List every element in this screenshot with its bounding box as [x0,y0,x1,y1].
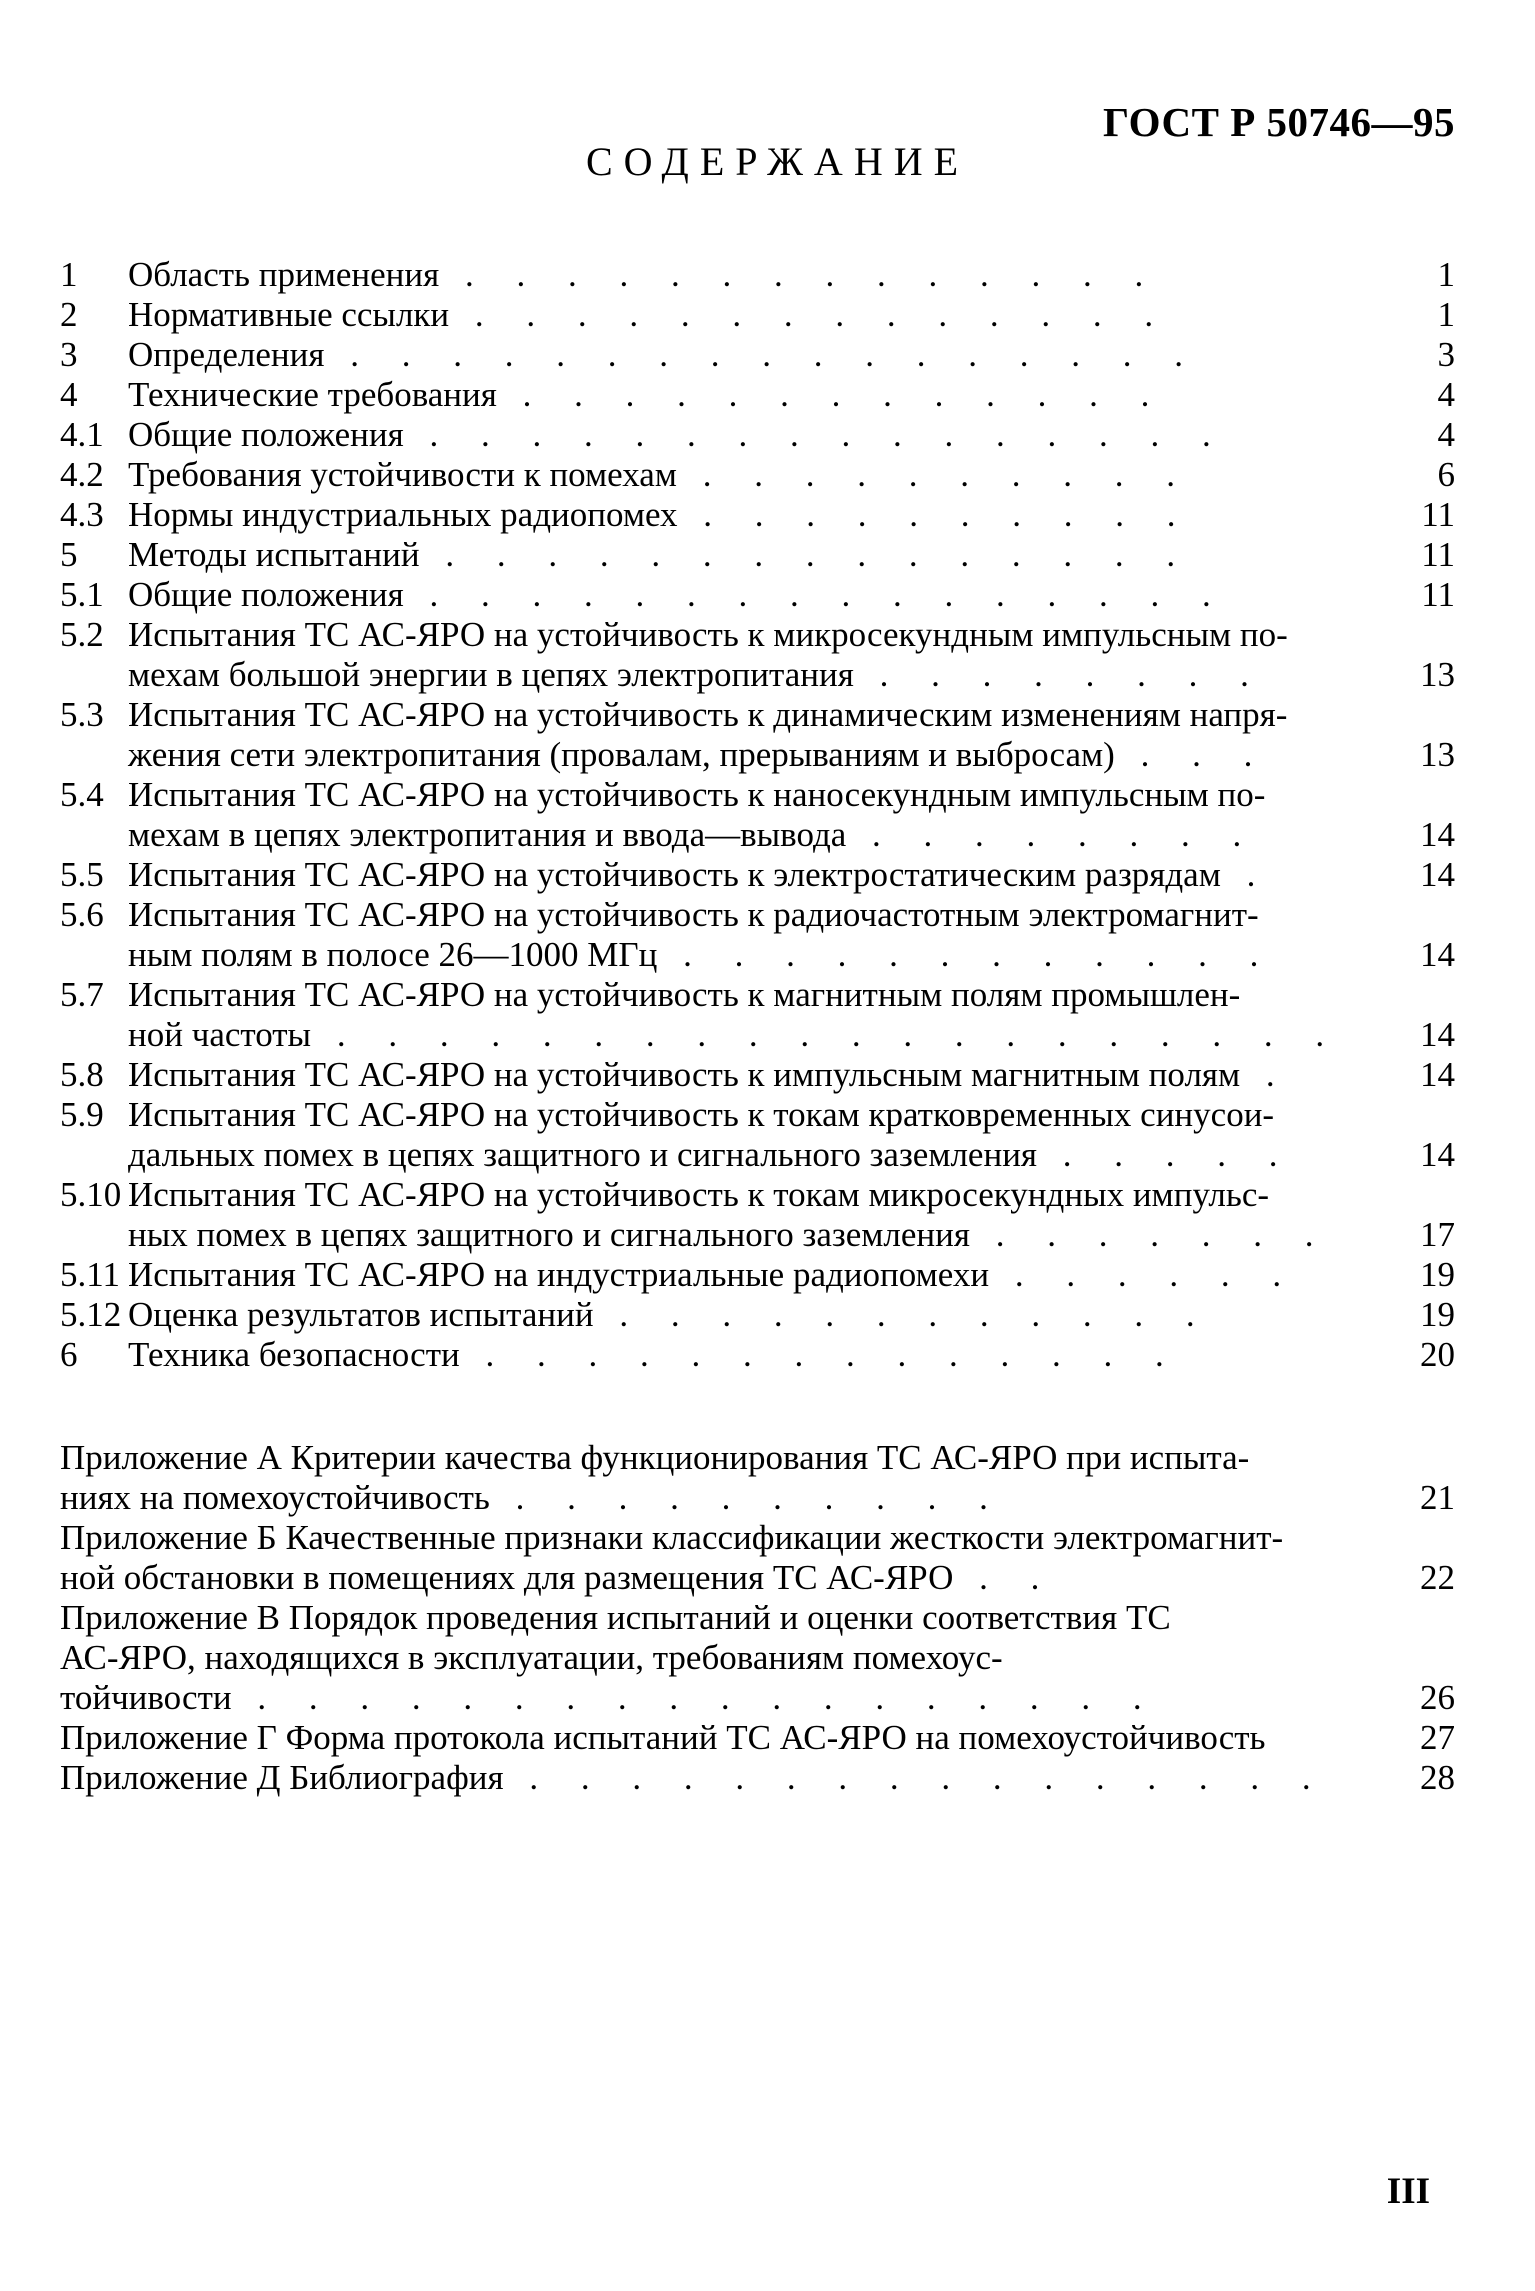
entry-title-line: Приложение Д Библиография . . . . . . . . . . . . . . . . [60,1758,1328,1797]
toc-entry [60,575,1455,615]
leader-dots: . . . . . . . . . . . . . . [439,255,1161,294]
entry-title-line: Испытания ТС АС-ЯРО на устойчивость к микросекундным импульсным по- [128,615,1288,654]
entry-page-number: 19 [1420,1295,1455,1334]
entry-title [128,415,1360,455]
toc-entry [60,1335,1455,1375]
leader-dots: . . . . . . . . . . . . [593,1295,1212,1334]
entry-title [128,335,1360,375]
entry-page-number: 14 [1420,1015,1455,1054]
entry-title [128,295,1360,335]
leader-dots: . . . [1114,735,1270,774]
entry-title-line: Приложение А Критерии качества функционирования ТС АС-ЯРО при испыта- [60,1438,1250,1477]
entry-title-line: Методы испытаний . . . . . . . . . . . . . . . [128,535,1193,574]
entry-page-number: 17 [1420,1215,1455,1254]
leader-dots: . . . . . . [989,1255,1299,1294]
entry-title-line: Испытания ТС АС-ЯРО на устойчивость к токам кратковременных синусои- [128,1095,1275,1134]
toc-entry [60,255,1455,295]
leader-dots: . . . . . . . . . . . . . . . . [403,415,1228,454]
entry-title-line: Техника безопасности . . . . . . . . . . . . . . [128,1335,1181,1374]
entry-title-line: Испытания ТС АС-ЯРО на устойчивость к динамическим изменениям напря- [128,695,1288,734]
section-number: 2 [60,295,78,334]
entry-page-number: 6 [1437,455,1455,494]
section-number: 5.8 [60,1055,104,1094]
entry-title-line: дальных помех в цепях защитного и сигнального заземления . . . . . [128,1135,1295,1174]
entry-title-line: Испытания ТС АС-ЯРО на устойчивость к электростатическим разрядам . [128,855,1273,894]
section-number: 4 [60,375,78,414]
leader-dots: . . [953,1558,1057,1597]
entry-page-number: 19 [1420,1255,1455,1294]
toc-entry [60,1295,1455,1335]
appendix-entry [60,1718,1455,1758]
entry-title-line: Испытания ТС АС-ЯРО на устойчивость к токам микросекундных импульс- [128,1175,1270,1214]
entry-title [128,1055,1360,1095]
toc-entry [60,495,1455,535]
entry-page-number: 14 [1420,855,1455,894]
entry-page-number: 28 [1420,1758,1455,1797]
toc-entry [60,335,1455,375]
entry-title [60,1758,1360,1798]
entry-page-number: 13 [1420,655,1455,694]
section-number: 5.1 [60,575,104,614]
entry-title [128,575,1360,615]
toc-entry [60,1175,1455,1255]
entry-page-number: 3 [1437,335,1455,374]
section-number: 5.5 [60,855,104,894]
toc-entry [60,975,1455,1055]
entry-title-line: ной частоты . . . . . . . . . . . . . . . . . . . . [128,1015,1342,1054]
entry-title-line: Оценка результатов испытаний . . . . . . . . . . . . [128,1295,1212,1334]
entry-title-line: Общие положения . . . . . . . . . . . . . . . . [128,415,1228,454]
entry-title [128,1095,1360,1175]
section-number: 1 [60,255,78,294]
entry-title [128,1175,1360,1255]
entry-title-line: Область применения . . . . . . . . . . . . . . [128,255,1161,294]
entry-title [128,855,1360,895]
entry-title [60,1518,1360,1598]
entry-title-line: Технические требования . . . . . . . . . . . . . [128,375,1167,414]
leader-dots: . . . . . . . . . . . . . . . . . [324,335,1200,374]
leader-dots: . . . . . . . . . . [676,455,1192,494]
toc-entry [60,415,1455,455]
entry-title [128,895,1360,975]
leader-dots: . [1240,1055,1292,1094]
section-number: 5.2 [60,615,104,654]
entry-title-line: ных помех в цепях защитного и сигнального заземления . . . . . . . [128,1215,1331,1254]
entry-page-number: 14 [1420,1135,1455,1174]
entry-title-line: Общие положения . . . . . . . . . . . . . . . . [128,575,1228,614]
leader-dots: . . . . . . . . . . [677,495,1193,534]
toc-entry [60,535,1455,575]
entry-page-number: 4 [1437,415,1455,454]
entry-title-line: Испытания ТС АС-ЯРО на устойчивость к радиочастотным электромагнит- [128,895,1259,934]
entry-title-line: тойчивости . . . . . . . . . . . . . . . . . . [60,1678,1159,1717]
entry-title-line: ной обстановки в помещениях для размещения ТС АС-ЯРО . . [60,1558,1057,1597]
appendix-entry [60,1598,1455,1718]
entry-title-line: Испытания ТС АС-ЯРО на устойчивость к магнитным полям промышлен- [128,975,1241,1014]
entry-page-number: 11 [1421,495,1455,534]
entry-page-number: 1 [1437,295,1455,334]
entry-title [128,495,1360,535]
section-number: 5 [60,535,78,574]
entry-page-number: 14 [1420,1055,1455,1094]
entry-title-line: жения сети электропитания (провалам, прерываниям и выбросам) . . . [128,735,1270,774]
entry-title [128,975,1360,1055]
entry-page-number: 1 [1437,255,1455,294]
leader-dots: . . . . . . . . . . . . . . [459,1335,1181,1374]
entry-title [128,695,1360,775]
standard-number: ГОСТ Р 50746—95 [1103,99,1455,145]
leader-dots: . . . . . . . . . . . . . . . . . . [231,1678,1159,1717]
section-number: 3 [60,335,78,374]
toc-entry [60,855,1455,895]
appendix-entry [60,1518,1455,1598]
section-number: 4.1 [60,415,104,454]
section-number: 4.2 [60,455,104,494]
entry-title-line: Испытания ТС АС-ЯРО на устойчивость к импульсным магнитным полям . [128,1055,1292,1094]
leader-dots: . . . . . [1037,1135,1295,1174]
entry-title [128,1295,1360,1335]
entry-title-line: Нормы индустриальных радиопомех . . . . . . . . . . [128,495,1193,534]
entry-page-number: 21 [1420,1478,1455,1517]
toc-entry [60,695,1455,775]
entry-page-number: 4 [1437,375,1455,414]
leader-dots: . . . . . . . . . . . . . . [449,295,1171,334]
entry-page-number: 20 [1420,1335,1455,1374]
section-number: 5.11 [60,1255,120,1294]
entry-title-line: мехам большой энергии в цепях электропитания . . . . . . . . [128,655,1266,694]
leader-dots: . . . . . . . . . . [489,1478,1005,1517]
entry-page-number: 14 [1420,935,1455,974]
entry-page-number: 14 [1420,815,1455,854]
entry-title-line: Приложение В Порядок проведения испытаний и оценки соответствия ТС [60,1598,1171,1637]
leader-dots: . [1220,855,1273,894]
leader-dots: . . . . . . . [969,1215,1331,1254]
section-number: 5.7 [60,975,104,1014]
leader-dots: . . . . . . . . . . . . . . . . . . . . [311,1015,1342,1054]
entry-title [128,455,1360,495]
entry-title [128,615,1360,695]
entry-title-line: Определения . . . . . . . . . . . . . . . . . [128,335,1200,374]
section-number: 5.4 [60,775,104,814]
entry-page-number: 11 [1421,535,1455,574]
leader-dots: . . . . . . . . [846,815,1259,854]
entry-title [128,775,1360,855]
entry-page-number: 22 [1420,1558,1455,1597]
entry-title [60,1598,1360,1718]
entry-title [60,1718,1360,1758]
entry-title [128,1255,1360,1295]
toc-entry [60,295,1455,335]
entry-title-line: ным полям в полосе 26—1000 МГц . . . . . . . . . . . . [128,935,1276,974]
entry-title [128,255,1360,295]
section-number: 6 [60,1335,78,1374]
entry-title [60,1438,1360,1518]
entry-title [128,1335,1360,1375]
toc-entry [60,1095,1455,1175]
leader-dots: . . . . . . . . . . . . [657,935,1276,974]
entry-title-line: АС-ЯРО, находящихся в эксплуатации, требованиям помехоус- [60,1638,1003,1677]
leader-dots: . . . . . . . . . . . . . [496,375,1167,414]
entry-page-number: 11 [1421,575,1455,614]
section-number: 5.3 [60,695,104,734]
section-number: 4.3 [60,495,104,534]
page-title: СОДЕРЖАНИЕ [585,139,970,184]
table-of-contents [60,255,1455,1798]
entry-title-line: Приложение Б Качественные признаки классификации жесткости электромагнит- [60,1518,1284,1557]
toc-entry [60,775,1455,855]
section-number: 5.6 [60,895,104,934]
toc-entry [60,1055,1455,1095]
appendix-entry [60,1758,1455,1798]
leader-dots: . . . . . . . . . . . . . . . [419,535,1193,574]
entry-title-line: ниях на помехоустойчивость . . . . . . . . . . [60,1478,1005,1517]
toc-entry [60,895,1455,975]
toc-entry [60,615,1455,695]
entry-title-line: Нормативные ссылки . . . . . . . . . . . . . . [128,295,1171,334]
entry-title [128,535,1360,575]
appendix-entry [60,1438,1455,1518]
entry-page-number: 26 [1420,1678,1455,1717]
entry-title-line: Требования устойчивости к помехам . . . . . . . . . . [128,455,1192,494]
section-number: 5.10 [60,1175,122,1214]
page-number: III [1386,2171,1430,2212]
entry-page-number: 27 [1420,1718,1455,1757]
toc-entry [60,1255,1455,1295]
entry-title-line: Приложение Г Форма протокола испытаний ТС АС-ЯРО на помехоустойчивость [60,1718,1266,1757]
leader-dots: . . . . . . . . . . . . . . . . [503,1758,1328,1797]
toc-entry [60,375,1455,415]
entry-title-line: Испытания ТС АС-ЯРО на устойчивость к наносекундным импульсным по- [128,775,1266,814]
entry-title-line: мехам в цепях электропитания и ввода—вывода . . . . . . . . [128,815,1259,854]
entry-title-line: Испытания ТС АС-ЯРО на индустриальные радиопомехи . . . . . . [128,1255,1299,1294]
toc-entry [60,455,1455,495]
leader-dots: . . . . . . . . [853,655,1266,694]
leader-dots: . . . . . . . . . . . . . . . . [403,575,1228,614]
section-number: 5.12 [60,1295,122,1334]
entry-title [128,375,1360,415]
entry-page-number: 13 [1420,735,1455,774]
section-number: 5.9 [60,1095,104,1134]
